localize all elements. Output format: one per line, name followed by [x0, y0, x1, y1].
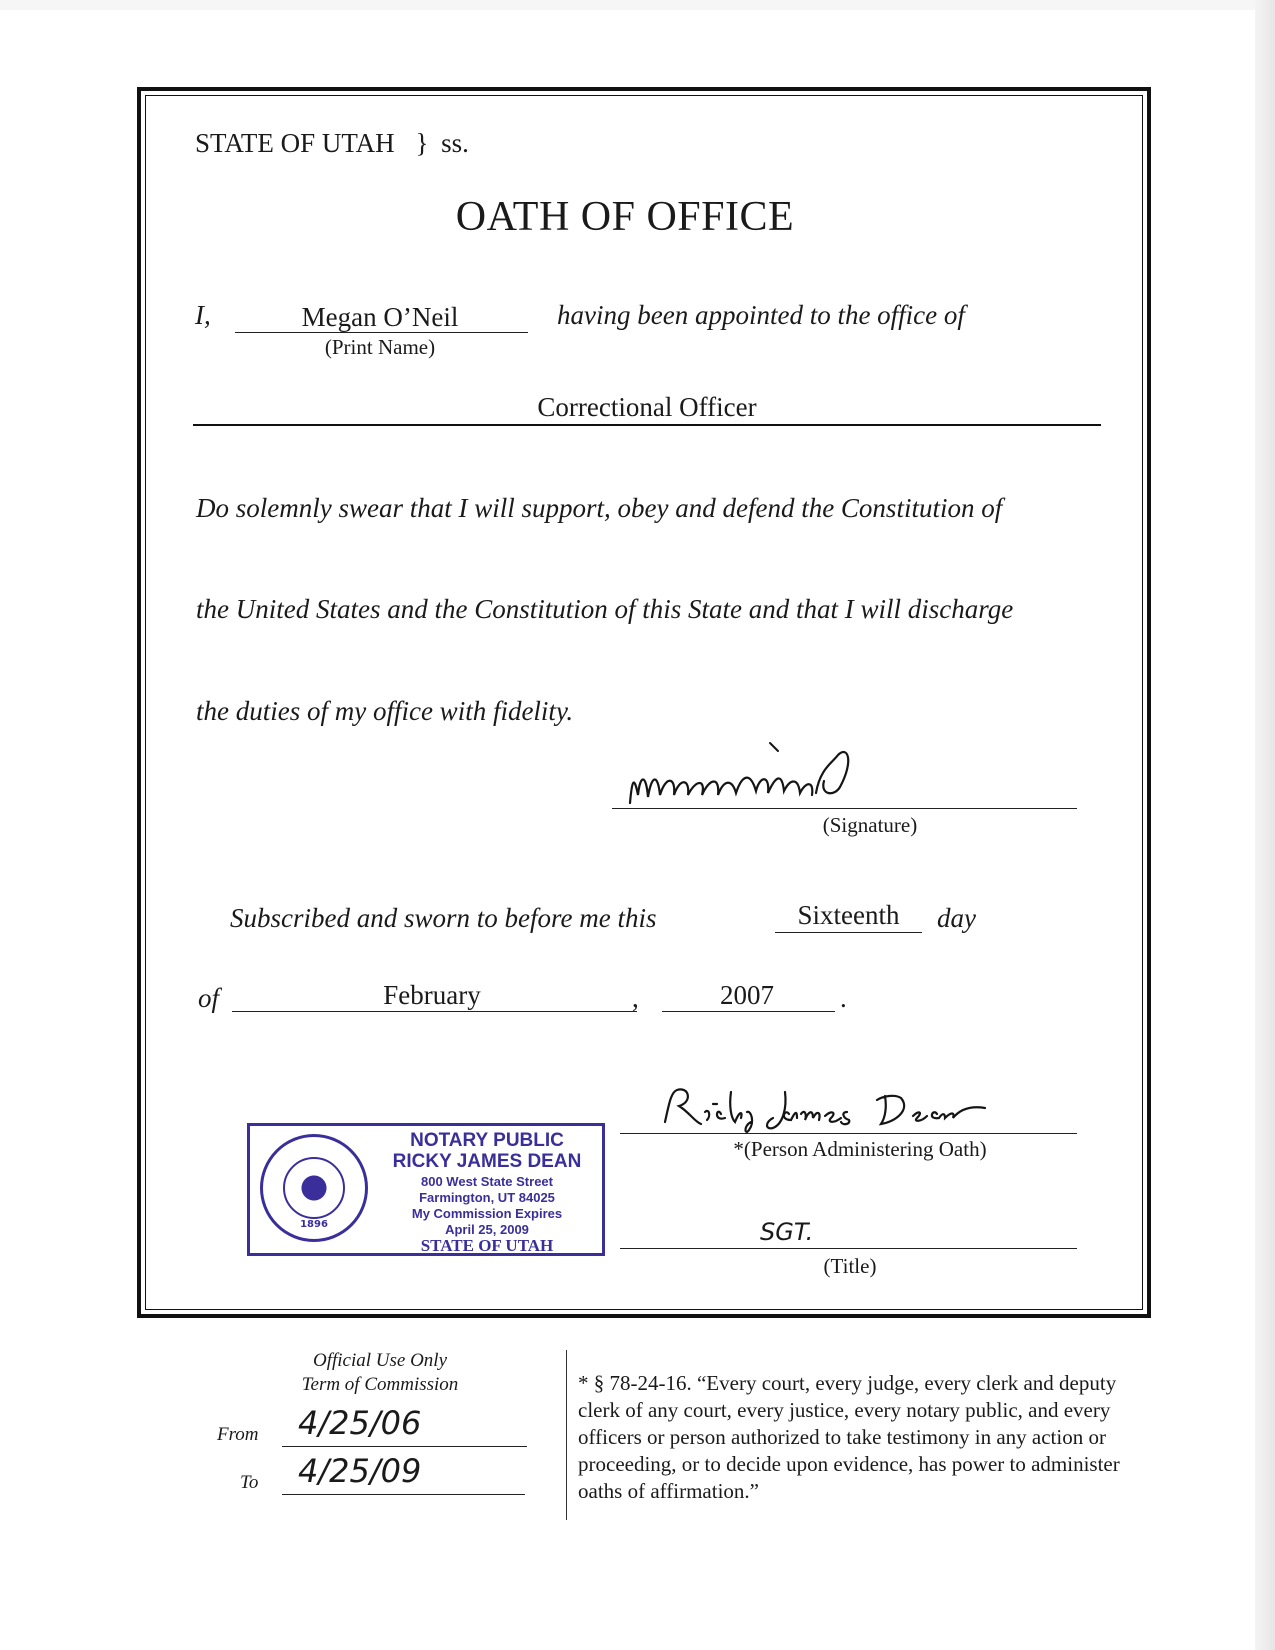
from-label: From [217, 1424, 259, 1445]
administrator-title-value: SGT. [760, 1218, 814, 1246]
year-underline [662, 1011, 835, 1012]
seal-year: 1896 [300, 1219, 328, 1230]
stamp-line-7: STATE OF UTAH [420, 1236, 554, 1255]
signature-line [612, 808, 1077, 809]
document-title: OATH OF OFFICE [455, 194, 795, 240]
administrator-label: *(Person Administering Oath) [733, 1137, 987, 1161]
sworn-day: Sixteenth [797, 900, 900, 930]
title-label: (Title) [823, 1254, 877, 1278]
date-comma: , [632, 983, 639, 1013]
to-label: To [240, 1472, 259, 1493]
sworn-text: Subscribed and sworn to before me this [230, 903, 657, 933]
from-date: 4/25/06 [298, 1404, 422, 1442]
to-line [282, 1494, 525, 1495]
footer-divider [566, 1350, 567, 1520]
statute-footnote: * § 78-24-16. “Every court, every judge, every clerk and deputy clerk of any court, every justice, every notary public, and every officers or person authorized to take testimony in any action or proceeding, or to decide upon evidence, has power to administer oaths of affirmation.” [578, 1371, 1120, 1503]
stamp-line-1: NOTARY PUBLIC [410, 1130, 564, 1151]
seal-center [283, 1157, 345, 1219]
state-heading [195, 128, 469, 159]
signature-label: (Signature) [822, 813, 918, 837]
day-underline [775, 932, 922, 933]
office-title: Correctional Officer [537, 392, 757, 422]
stamp-line-2: RICKY JAMES DEAN [392, 1151, 582, 1172]
state-name: STATE OF UTAH [195, 128, 395, 158]
notary-stamp [247, 1123, 605, 1256]
office-underline [193, 424, 1101, 426]
month-underline [232, 1011, 637, 1012]
day-word: day [937, 903, 976, 933]
stamp-line-4: Farmington, UT 84025 [419, 1190, 555, 1205]
sworn-year: 2007 [720, 980, 774, 1010]
scan-top-edge [0, 0, 1275, 10]
title-line [620, 1248, 1077, 1249]
stamp-line-5: My Commission Expires [411, 1206, 563, 1221]
of-word: of [198, 983, 220, 1013]
sworn-month: February [383, 980, 481, 1010]
brace-symbol: } [415, 128, 429, 158]
stamp-line-6: April 25, 2009 [445, 1222, 529, 1237]
scan-right-edge [1255, 0, 1275, 1650]
oath-line-2: the United States and the Constitution of this State and that I will discharge [196, 594, 1014, 624]
from-line [282, 1446, 527, 1447]
administrator-line [620, 1133, 1077, 1134]
date-period: . [840, 983, 847, 1013]
ss-abbrev: ss. [441, 128, 469, 158]
oath-line-1: Do solemnly swear that I will support, obey and defend the Constitution of [196, 493, 1003, 523]
administrator-signature [655, 1082, 1005, 1137]
term-heading: Term of Commission [301, 1374, 459, 1395]
i-prefix: I, [195, 300, 211, 330]
stamp-line-3: 800 West State Street [421, 1174, 553, 1189]
name-underline [235, 332, 528, 333]
to-date: 4/25/09 [298, 1452, 422, 1490]
print-name-label: (Print Name) [324, 335, 436, 359]
appointed-text: having been appointed to the office of [557, 300, 965, 330]
oath-line-3: the duties of my office with fidelity. [196, 696, 574, 726]
state-seal-icon [260, 1134, 368, 1242]
appointee-name: Megan O’Neil [301, 302, 459, 332]
official-use-heading: Official Use Only [312, 1350, 448, 1371]
